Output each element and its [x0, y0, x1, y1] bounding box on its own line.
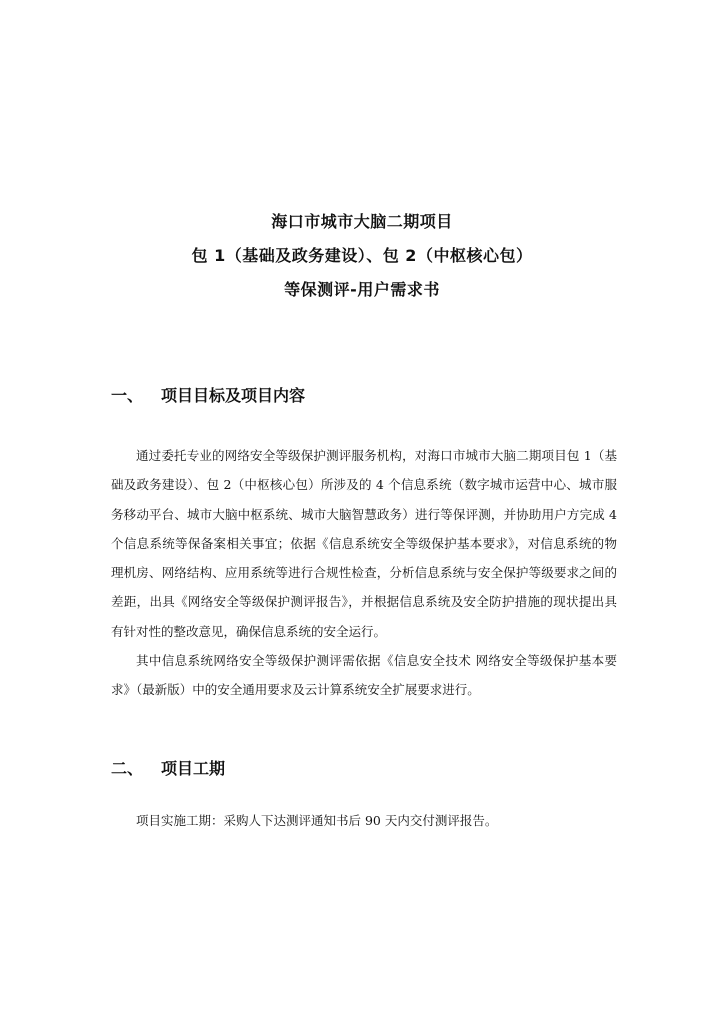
section-heading-schedule — [111, 757, 225, 781]
document-title — [0, 205, 724, 307]
title-line-project: 海口市城市大脑二期项目 — [271, 212, 453, 231]
title-line-packages: 包 1（基础及政务建设）、包 2（中枢核心包） — [191, 246, 533, 265]
section-body-objectives — [111, 441, 617, 705]
section-number: 一、 — [111, 386, 144, 405]
section-body-schedule — [111, 806, 617, 835]
section-heading-objectives — [111, 384, 305, 408]
title-line-doc-type: 等保测评-用户需求书 — [284, 280, 440, 299]
section-number: 二、 — [111, 759, 144, 778]
paragraph: 项目实施工期：采购人下达测评通知书后 90 天内交付测评报告。 — [136, 813, 498, 828]
section-title: 项目工期 — [161, 759, 226, 778]
paragraph: 通过委托专业的网络安全等级保护测评服务机构，对海口市城市大脑二期项目包 1（基础及政务建设）、包 2（中枢核心包）所涉及的 4 个信息系统（数字城市运营中心、城市服务移动平台、城市大脑中枢系统、城市大脑智慧政务）进行等保评测，并协助用户方完成 4 个信息系统等保备案相关事宜；依据《信息系统安全等级保护基本要求》，对信息系统的物理机房、网络结构、应用系统等进行合规性检查，分析信息系统与安全保护等级要求之间的差距，出具《网络安全等级保护测评报告》，并根据信息系统及安全防护措施的现状提出具有针对性的整改意见，确保信息系统的安全运行。 — [111, 448, 617, 639]
paragraph: 其中信息系统网络安全等级保护测评需依据《信息安全技术 网络安全等级保护基本要求》（最新版）中的安全通用要求及云计算系统安全扩展要求进行。 — [111, 653, 617, 698]
section-title: 项目目标及项目内容 — [161, 386, 306, 405]
